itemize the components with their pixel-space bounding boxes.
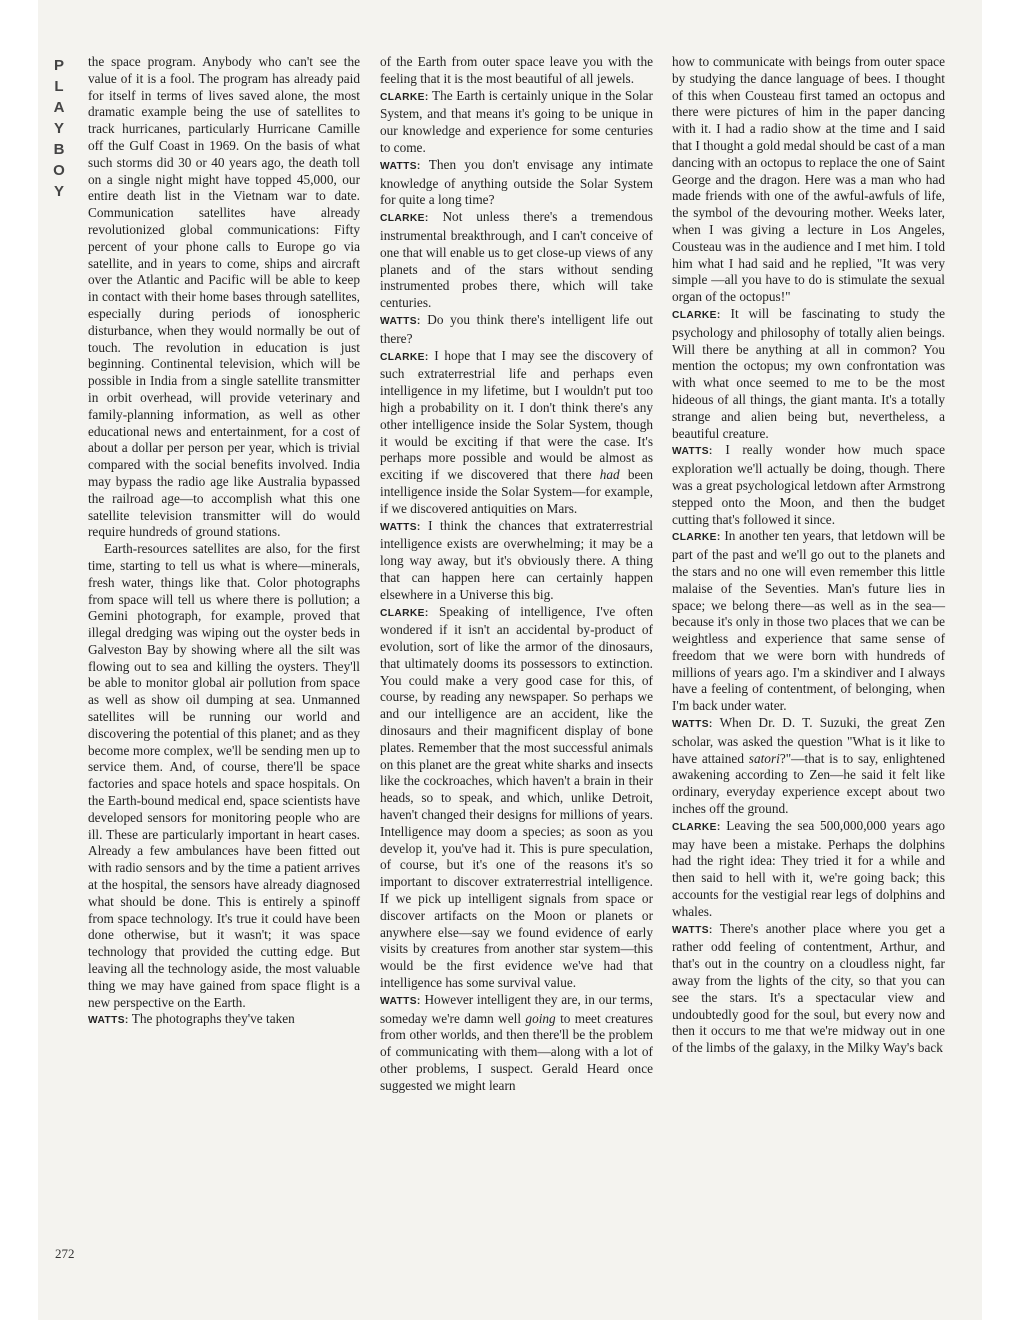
body-text: It will be fascinating to study the psychology and philosophy of totally alien beings. Will there be anything at all in common? You mention the octopus; my own confrontation was with what once seemed to me to be the most hideous of all things, the giant manta. It's a totally strange and alien being but, nevertheless, a beautiful creature.: [672, 305, 945, 441]
sidebar-letter: L: [54, 78, 64, 95]
body-text: In another ten years, that letdown will be part of the past and we'll go out to the planets and the stars and no one will even remember this little malaise of the Seventies. Man's future lies in space; we belong there—as well as in the sea—because it's only in those two places that we can be weightless and experience that same sense of freedom that we were born with hundreds of millions of years ago. I'm a skindiver and I always have a feeling of contentment, of belonging, when I'm back under water.: [672, 528, 945, 714]
paragraph: [672, 442, 945, 528]
speaker-label: WATTS:: [672, 924, 713, 936]
speaker-label: WATTS:: [380, 521, 421, 533]
paragraph: [380, 157, 653, 209]
sidebar-letter: O: [53, 162, 65, 179]
paragraph: [672, 921, 945, 1057]
speaker-label: WATTS:: [672, 719, 713, 731]
speaker-label: WATTS:: [380, 160, 421, 172]
page-number: 272: [55, 1246, 75, 1261]
text-column-3: [672, 54, 945, 1057]
text-column-1: [88, 54, 360, 1030]
body-text: how to communicate with beings from outer space by studying the dance language of bees. I thought of this when Cousteau first tamed an octopus and there were pictures of him in the paper dancing with it. I had a radio show at the time and I said that I thought a gold medal should be cast of a man dancing with an octopus to replace the one of Saint George and the dragon. Here was a man who had made friends with one of the awful-awfuls of life, the symbol of the devouring mother. Weeks later, when I was giving a lecture in Los Angeles, Cousteau was in the audience and I met him. I told him what I had said and he replied, "It was very simple —all you have to do is stimulate the sexual organ of the octopus!": [672, 54, 945, 305]
body-text: I hope that I may see the discovery of such extraterrestrial life and perhaps even intelligence in my lifetime, but I wouldn't put too high a probability on it. I don't think there's any other intelligence inside the Solar System, though it would be exciting if that were the case. It's perhaps more possible and would be almost as exciting if we discovered that there: [380, 347, 653, 483]
speaker-label: WATTS:: [380, 315, 421, 327]
body-text: There's another place where you get a rather odd feeling of contentment, Arthur, and that's out in the country on a cloudless night, far away from the lights of the city, so that you can see the stars. It's a spectacular view and undoubtedly good for the soul, but every now and then it occurs to me that we're midway out in one of the limbs of the galaxy, in the Milky Way's back: [672, 920, 945, 1056]
speaker-label: CLARKE:: [380, 91, 429, 103]
paragraph: [380, 54, 653, 88]
paragraph: [88, 1011, 360, 1030]
speaker-label: CLARKE:: [380, 607, 429, 619]
paragraph: [672, 54, 945, 306]
speaker-label: CLARKE:: [672, 532, 721, 544]
body-text: of the Earth from outer space leave you with the feeling that it is the most beautiful of all jewels.: [380, 54, 653, 86]
paragraph: [380, 312, 653, 348]
paragraph: [380, 88, 653, 157]
body-text: The Earth is certainly unique in the Solar System, and that means it's going to be unique in our knowledge and experience for some centuries to come.: [380, 87, 653, 155]
body-text: Then you don't envisage any intimate knowledge of anything outside the Solar System for quite a long time?: [380, 156, 653, 208]
speaker-label: CLARKE:: [380, 213, 429, 225]
body-text: When Dr. D. T. Suzuki, the great Zen scholar, was asked the question "What is it like to have attained: [672, 715, 945, 766]
body-text: I really wonder how much space exploration we'll actually be doing, though. There was a great psychological letdown after Armstrong stepped onto the Moon, and then the budget cutting that's followed it since.: [672, 442, 945, 527]
text-column-2: [380, 54, 653, 1095]
body-text: Speaking of intelligence, I've often wondered if it isn't an accidental by-product of evolution, sort of like the armor of the dinosaurs, that ultimately dooms its possessors to extinction. You could make a very good case for this, of course, by reading any newspaper. So perhaps we and our intelligence are an accident, like the dinosaurs and their magnificent display of bone plates. Remember that the most successful animals on this planet are the great white sharks and insects like the cockroaches, which haven't a brain in their heads, so to speak, and which, unlike Detroit, haven't changed their designs for millions of years. Intelligence may doom a species; as soon as you develop it, you've had it. This is pure speculation, of course, but it's one of the reasons it's so important to discover extraterrestrial intelligence. If we pick up intelligent signals from space or discover artifacts on the Moon or planets or anywhere else—say we found evidence of early visits by creatures from another star system—this would be the first evidence we've had that intelligence has some survival value.: [380, 603, 653, 991]
magazine-sidebar-label: [50, 55, 68, 202]
sidebar-letter: Y: [53, 183, 64, 200]
emphasis-text: going: [525, 1010, 556, 1026]
body-text: I think the chances that extraterrestrial intelligence exists are overwhelming; it may be a long way away, but it's obviously there. A thing that can happen here can certainly happen elsewhere in a Universe this big.: [380, 517, 653, 602]
speaker-label: CLARKE:: [672, 309, 721, 321]
body-text: ?"—that is to say, enlightened awakening according to Zen—he said it felt like ordinary, everyday experience except about two inches off the ground.: [672, 750, 945, 817]
sidebar-letter: A: [53, 99, 65, 116]
paragraph: [88, 541, 360, 1011]
paragraph: [380, 604, 653, 992]
body-text: the space program. Anybody who can't see the value of it is a fool. The program has already paid for itself in terms of lives saved alone, the most dramatic example being the use of satellites to track hurricanes, particularly Hurricane Camille off the Gulf Coast in 1969. On the basis of what such storms did 30 or 40 years ago, the death toll on a single night might have topped 45,000, our entire death list in the Vietnam war to date. Communication satellites have already revolutionized global communications: Fifty percent of your phone calls to Europe go via satellite, and in years to come, ships and aircraft over the Atlantic and Pacific will be able to keep in contact with their home bases through satellites, especially during periods of ionospheric disturbance, when they would normally be out of touch. The revolution in education is just beginning. Continental television, which will be possible in India from a single satellite transmitter in orbit overhead, will provide veterinary and family-planning information, as well as other educational news and entertainment, for a cost of about a dollar per person per year, which is trivial compared with the social benefits involved. India may bypass the radio age like Australia bypassed the railroad age—to accomplish what this one satellite television transmitter will do would require hundreds of ground stations.: [88, 54, 360, 540]
speaker-label: CLARKE:: [380, 351, 429, 363]
body-text: Earth-resources satellites are also, for the first time, starting to tell us what is where—minerals, fresh water, things like that. Color photographs from space will tell us where there is pollution; a Gemini photograph, for example, proved that illegal dredging was wiping out the oyster beds in Galveston Bay by showing where all the silt was flowing out to sea and killing the oysters. They'll be able to monitor global air pollution from space as well as show oil dumping at sea. Unmanned satellites will be running our world and discovering the potential of this planet; and as they become more complex, we'll be sending men up to service them. And, of course, there'll be space factories and space hotels and space hospitals. On the Earth-bound medical end, space scientists have developed sensors for monitoring people who are ill. These are particularly important in heart cases. Already a few ambulances have been fitted out with radio sensors and by the time a patient arrives at the hospital, the sensors have already diagnosed what should be done. This is entirely a spinoff from space technology. It's true it could have been done otherwise, but it wasn't; it was space technology that provided the cutting edge. But leaving all the technology aside, the most valuable thing we may have gained from space flight is a new perspective on the Earth.: [88, 541, 360, 1010]
emphasis-text: satori: [748, 750, 780, 766]
speaker-label: WATTS:: [88, 1015, 129, 1027]
body-text: to meet creatures from other worlds, and then there'll be the problem of communicating with them—along with a lot of other problems, I suspect. Gerald Heard once suggested we might learn: [380, 1010, 653, 1093]
sidebar-letter: P: [53, 57, 64, 74]
body-text: been intelligence inside the Solar System—for example, if we discovered antiquities on Mars.: [380, 467, 653, 516]
paragraph: [672, 715, 945, 818]
paragraph: [672, 818, 945, 921]
paragraph: [380, 209, 653, 312]
paragraph: [88, 54, 360, 541]
body-text: Not unless there's a tremendous instrumental breakthrough, and I can't conceive of one that will enable us to get close-up views of any planets and of the stars without sending instrumented probes there, which will take centuries.: [380, 209, 653, 311]
speaker-label: CLARKE:: [672, 821, 721, 833]
sidebar-letter: Y: [53, 120, 64, 137]
speaker-label: WATTS:: [380, 995, 421, 1007]
paragraph: [380, 518, 653, 604]
paragraph: [672, 528, 945, 715]
paragraph: [672, 306, 945, 442]
sidebar-letter: B: [53, 141, 65, 158]
body-text: Leaving the sea 500,000,000 years ago may have been a mistake. Perhaps the dolphins had the right idea: They tried it for a while and then said to hell with it, we're going back; this accounts for the vestigial rear legs of dolphins and whales.: [672, 817, 945, 919]
speaker-label: WATTS:: [672, 446, 713, 458]
body-text: However intelligent they are, in our terms, someday we're damn well: [380, 991, 653, 1026]
paragraph: [380, 992, 653, 1095]
paragraph: [380, 348, 653, 518]
body-text: Do you think there's intelligent life out there?: [380, 311, 653, 346]
emphasis-text: had: [599, 467, 620, 483]
body-text: The photographs they've taken: [128, 1011, 295, 1027]
